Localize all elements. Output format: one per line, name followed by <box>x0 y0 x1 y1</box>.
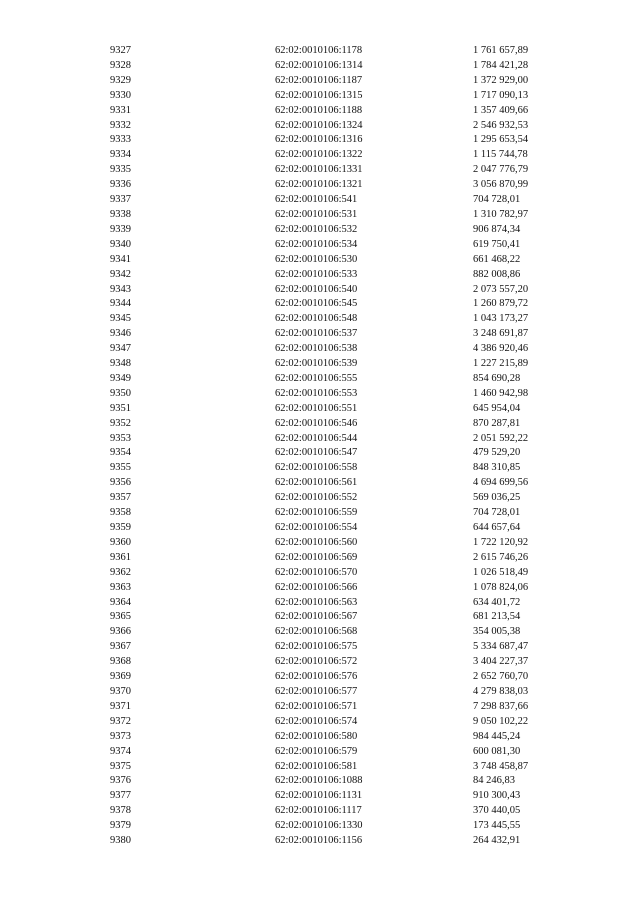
row-number: 9367 <box>110 641 131 653</box>
cadastral-value-table <box>110 44 593 849</box>
row-number: 9332 <box>110 119 131 131</box>
row-number: 9376 <box>110 775 131 787</box>
table-row <box>110 700 593 715</box>
cadastral-value: 2 652 760,70 <box>473 671 529 683</box>
cadastral-value: 634 401,72 <box>473 596 521 608</box>
row-number: 9348 <box>110 358 131 370</box>
cadastral-value: 9 050 102,22 <box>473 715 529 727</box>
row-number: 9327 <box>110 45 131 56</box>
row-number: 9366 <box>110 626 131 638</box>
cadastral-value: 704 728,01 <box>473 194 521 206</box>
cadastral-number: 62:02:0010106:566 <box>275 581 358 593</box>
row-number: 9350 <box>110 387 131 399</box>
cadastral-number: 62:02:0010106:538 <box>275 343 358 355</box>
cadastral-value: 2 615 746,26 <box>473 551 529 563</box>
table-row <box>110 178 593 193</box>
cadastral-value: 619 750,41 <box>473 238 521 250</box>
table-row <box>110 551 593 566</box>
row-number: 9352 <box>110 417 131 429</box>
table-row <box>110 506 593 521</box>
cadastral-number: 62:02:0010106:537 <box>275 328 358 340</box>
cadastral-number: 62:02:0010106:546 <box>275 417 358 429</box>
cadastral-value: 84 246,83 <box>473 775 515 787</box>
cadastral-value: 1 043 173,27 <box>473 313 529 325</box>
row-number: 9375 <box>110 760 131 772</box>
table-row <box>110 357 593 372</box>
cadastral-value: 854 690,28 <box>473 372 521 384</box>
cadastral-number: 62:02:0010106:555 <box>275 372 358 384</box>
table-row <box>110 670 593 685</box>
cadastral-number: 62:02:0010106:563 <box>275 596 358 608</box>
table-row <box>110 640 593 655</box>
cadastral-value: 7 298 837,66 <box>473 700 529 712</box>
cadastral-value: 882 008,86 <box>473 268 521 280</box>
cadastral-value: 704 728,01 <box>473 507 521 519</box>
row-number: 9371 <box>110 700 131 712</box>
table-row <box>110 163 593 178</box>
cadastral-number: 62:02:0010106:580 <box>275 730 358 742</box>
table-row <box>110 253 593 268</box>
row-number: 9342 <box>110 268 131 280</box>
row-number: 9330 <box>110 89 131 101</box>
cadastral-number: 62:02:0010106:570 <box>275 566 358 578</box>
row-number: 9357 <box>110 492 131 504</box>
cadastral-value: 661 468,22 <box>473 253 521 265</box>
cadastral-number: 62:02:0010106:545 <box>275 298 358 310</box>
row-number: 9353 <box>110 432 131 444</box>
cadastral-number: 62:02:0010106:559 <box>275 507 358 519</box>
table-row <box>110 104 593 119</box>
row-number: 9344 <box>110 298 131 310</box>
row-number: 9368 <box>110 656 131 668</box>
table-row <box>110 148 593 163</box>
table-row <box>110 327 593 342</box>
cadastral-value: 4 694 699,56 <box>473 477 529 489</box>
cadastral-number: 62:02:0010106:577 <box>275 685 358 697</box>
table-row <box>110 208 593 223</box>
table-row <box>110 610 593 625</box>
cadastral-number: 62:02:0010106:540 <box>275 283 358 295</box>
row-number: 9345 <box>110 313 131 325</box>
cadastral-number: 62:02:0010106:534 <box>275 238 358 250</box>
row-number: 9374 <box>110 745 131 757</box>
cadastral-value: 870 287,81 <box>473 417 521 429</box>
table-row <box>110 789 593 804</box>
cadastral-number: 62:02:0010106:1131 <box>275 790 363 802</box>
cadastral-number: 62:02:0010106:575 <box>275 641 358 653</box>
cadastral-number: 62:02:0010106:1331 <box>275 164 363 176</box>
cadastral-value: 1 026 518,49 <box>473 566 529 578</box>
cadastral-number: 62:02:0010106:560 <box>275 536 358 548</box>
row-number: 9351 <box>110 402 131 414</box>
table-row <box>110 685 593 700</box>
cadastral-number: 62:02:0010106:558 <box>275 462 358 474</box>
table-row <box>110 283 593 298</box>
cadastral-value: 264 432,91 <box>473 835 521 847</box>
cadastral-value: 1 115 744,78 <box>473 149 528 161</box>
cadastral-number: 62:02:0010106:1321 <box>275 179 363 191</box>
table-row <box>110 774 593 789</box>
row-number: 9334 <box>110 149 131 161</box>
cadastral-value: 645 954,04 <box>473 402 521 414</box>
row-number: 9349 <box>110 372 131 384</box>
row-number: 9339 <box>110 223 131 235</box>
row-number: 9377 <box>110 790 131 802</box>
cadastral-number: 62:02:0010106:533 <box>275 268 358 280</box>
cadastral-value: 1 310 782,97 <box>473 208 529 220</box>
cadastral-number: 62:02:0010106:1156 <box>275 835 363 847</box>
row-number: 9354 <box>110 447 131 459</box>
row-number: 9363 <box>110 581 131 593</box>
row-number: 9331 <box>110 104 131 116</box>
cadastral-number: 62:02:0010106:1322 <box>275 149 363 161</box>
cadastral-value: 1 784 421,28 <box>473 59 529 71</box>
cadastral-number: 62:02:0010106:576 <box>275 671 358 683</box>
table-row <box>110 119 593 134</box>
cadastral-value: 569 036,25 <box>473 492 521 504</box>
row-number: 9338 <box>110 208 131 220</box>
row-number: 9333 <box>110 134 131 146</box>
row-number: 9328 <box>110 59 131 71</box>
cadastral-number: 62:02:0010106:568 <box>275 626 358 638</box>
cadastral-number: 62:02:0010106:530 <box>275 253 358 265</box>
table-row <box>110 238 593 253</box>
table-row <box>110 730 593 745</box>
row-number: 9356 <box>110 477 131 489</box>
row-number: 9346 <box>110 328 131 340</box>
row-number: 9341 <box>110 253 131 265</box>
cadastral-value: 3 248 691,87 <box>473 328 529 340</box>
table-row <box>110 655 593 670</box>
table-row <box>110 193 593 208</box>
table-row <box>110 819 593 834</box>
cadastral-number: 62:02:0010106:532 <box>275 223 358 235</box>
row-number: 9361 <box>110 551 131 563</box>
cadastral-value: 370 440,05 <box>473 805 521 817</box>
row-number: 9365 <box>110 611 131 623</box>
row-number: 9364 <box>110 596 131 608</box>
table-row <box>110 342 593 357</box>
cadastral-value: 1 357 409,66 <box>473 104 529 116</box>
row-number: 9347 <box>110 343 131 355</box>
cadastral-number: 62:02:0010106:567 <box>275 611 358 623</box>
cadastral-number: 62:02:0010106:539 <box>275 358 358 370</box>
cadastral-value: 2 546 932,53 <box>473 119 529 131</box>
table-row <box>110 446 593 461</box>
table-row <box>110 625 593 640</box>
table-row <box>110 44 593 59</box>
cadastral-value: 4 279 838,03 <box>473 685 529 697</box>
cadastral-value: 600 081,30 <box>473 745 521 757</box>
row-number: 9378 <box>110 805 131 817</box>
cadastral-value: 2 073 557,20 <box>473 283 529 295</box>
cadastral-number: 62:02:0010106:1315 <box>275 89 363 101</box>
table-row <box>110 521 593 536</box>
cadastral-value: 1 717 090,13 <box>473 89 529 101</box>
table-row <box>110 297 593 312</box>
cadastral-number: 62:02:0010106:1316 <box>275 134 363 146</box>
row-number: 9337 <box>110 194 131 206</box>
row-number: 9379 <box>110 820 131 832</box>
table-row <box>110 402 593 417</box>
cadastral-value: 984 445,24 <box>473 730 521 742</box>
row-number: 9380 <box>110 835 131 847</box>
table-row <box>110 476 593 491</box>
table-row <box>110 417 593 432</box>
cadastral-value: 1 260 879,72 <box>473 298 529 310</box>
table-row <box>110 536 593 551</box>
cadastral-number: 62:02:0010106:1187 <box>275 74 363 86</box>
table-row <box>110 133 593 148</box>
cadastral-value: 910 300,43 <box>473 790 521 802</box>
cadastral-value: 1 761 657,89 <box>473 45 529 56</box>
cadastral-value: 644 657,64 <box>473 522 521 533</box>
row-number: 9372 <box>110 715 131 727</box>
cadastral-value: 354 005,38 <box>473 626 521 638</box>
cadastral-number: 62:02:0010106:1324 <box>275 119 363 131</box>
cadastral-number: 62:02:0010106:551 <box>275 402 358 414</box>
cadastral-number: 62:02:0010106:569 <box>275 551 358 563</box>
cadastral-number: 62:02:0010106:579 <box>275 745 358 757</box>
table-row <box>110 581 593 596</box>
table-row <box>110 461 593 476</box>
cadastral-number: 62:02:0010106:1088 <box>275 775 363 787</box>
cadastral-value: 906 874,34 <box>473 223 521 235</box>
cadastral-value: 3 056 870,99 <box>473 179 529 191</box>
row-number: 9355 <box>110 462 131 474</box>
cadastral-number: 62:02:0010106:554 <box>275 522 358 533</box>
cadastral-value: 3 748 458,87 <box>473 760 529 772</box>
table-row <box>110 760 593 775</box>
row-number: 9370 <box>110 685 131 697</box>
table-row <box>110 387 593 402</box>
table-row <box>110 745 593 760</box>
cadastral-number: 62:02:0010106:581 <box>275 760 358 772</box>
cadastral-value: 681 213,54 <box>473 611 521 623</box>
row-number: 9360 <box>110 536 131 548</box>
cadastral-value: 848 310,85 <box>473 462 521 474</box>
cadastral-number: 62:02:0010106:1330 <box>275 820 363 832</box>
cadastral-value: 173 445,55 <box>473 820 521 832</box>
cadastral-number: 62:02:0010106:561 <box>275 477 358 489</box>
table-row <box>110 312 593 327</box>
cadastral-number: 62:02:0010106:544 <box>275 432 358 444</box>
table-row <box>110 715 593 730</box>
cadastral-number: 62:02:0010106:531 <box>275 208 358 220</box>
cadastral-value: 4 386 920,46 <box>473 343 529 355</box>
cadastral-value: 1 078 824,06 <box>473 581 529 593</box>
cadastral-value: 2 047 776,79 <box>473 164 529 176</box>
row-number: 9340 <box>110 238 131 250</box>
row-number: 9343 <box>110 283 131 295</box>
table-row <box>110 596 593 611</box>
table-row <box>110 223 593 238</box>
table-row <box>110 89 593 104</box>
row-number: 9335 <box>110 164 131 176</box>
table-row <box>110 74 593 89</box>
table-row <box>110 491 593 506</box>
table-row <box>110 268 593 283</box>
cadastral-value: 1 460 942,98 <box>473 387 529 399</box>
cadastral-number: 62:02:0010106:553 <box>275 387 358 399</box>
row-number: 9369 <box>110 671 131 683</box>
row-number: 9362 <box>110 566 131 578</box>
cadastral-number: 62:02:0010106:1314 <box>275 59 363 71</box>
cadastral-value: 1 227 215,89 <box>473 358 529 370</box>
cadastral-value: 1 372 929,00 <box>473 74 529 86</box>
cadastral-number: 62:02:0010106:541 <box>275 194 358 206</box>
table-body <box>110 44 593 849</box>
table-row <box>110 566 593 581</box>
cadastral-value: 479 529,20 <box>473 447 521 459</box>
cadastral-number: 62:02:0010106:574 <box>275 715 358 727</box>
row-number: 9329 <box>110 74 131 86</box>
cadastral-number: 62:02:0010106:1188 <box>275 104 363 116</box>
cadastral-value: 5 334 687,47 <box>473 641 529 653</box>
row-number: 9373 <box>110 730 131 742</box>
table-row <box>110 372 593 387</box>
cadastral-value: 3 404 227,37 <box>473 656 529 668</box>
table-row <box>110 834 593 849</box>
cadastral-number: 62:02:0010106:1178 <box>275 45 363 56</box>
cadastral-number: 62:02:0010106:572 <box>275 656 358 668</box>
table-row <box>110 804 593 819</box>
table-row <box>110 59 593 74</box>
cadastral-value: 2 051 592,22 <box>473 432 529 444</box>
cadastral-number: 62:02:0010106:552 <box>275 492 358 504</box>
cadastral-number: 62:02:0010106:548 <box>275 313 358 325</box>
row-number: 9358 <box>110 507 131 519</box>
row-number: 9359 <box>110 522 131 533</box>
cadastral-value: 1 295 653,54 <box>473 134 529 146</box>
cadastral-number: 62:02:0010106:1117 <box>275 805 362 817</box>
cadastral-number: 62:02:0010106:547 <box>275 447 358 459</box>
table-row <box>110 432 593 447</box>
row-number: 9336 <box>110 179 131 191</box>
cadastral-value: 1 722 120,92 <box>473 536 529 548</box>
cadastral-number: 62:02:0010106:571 <box>275 700 358 712</box>
